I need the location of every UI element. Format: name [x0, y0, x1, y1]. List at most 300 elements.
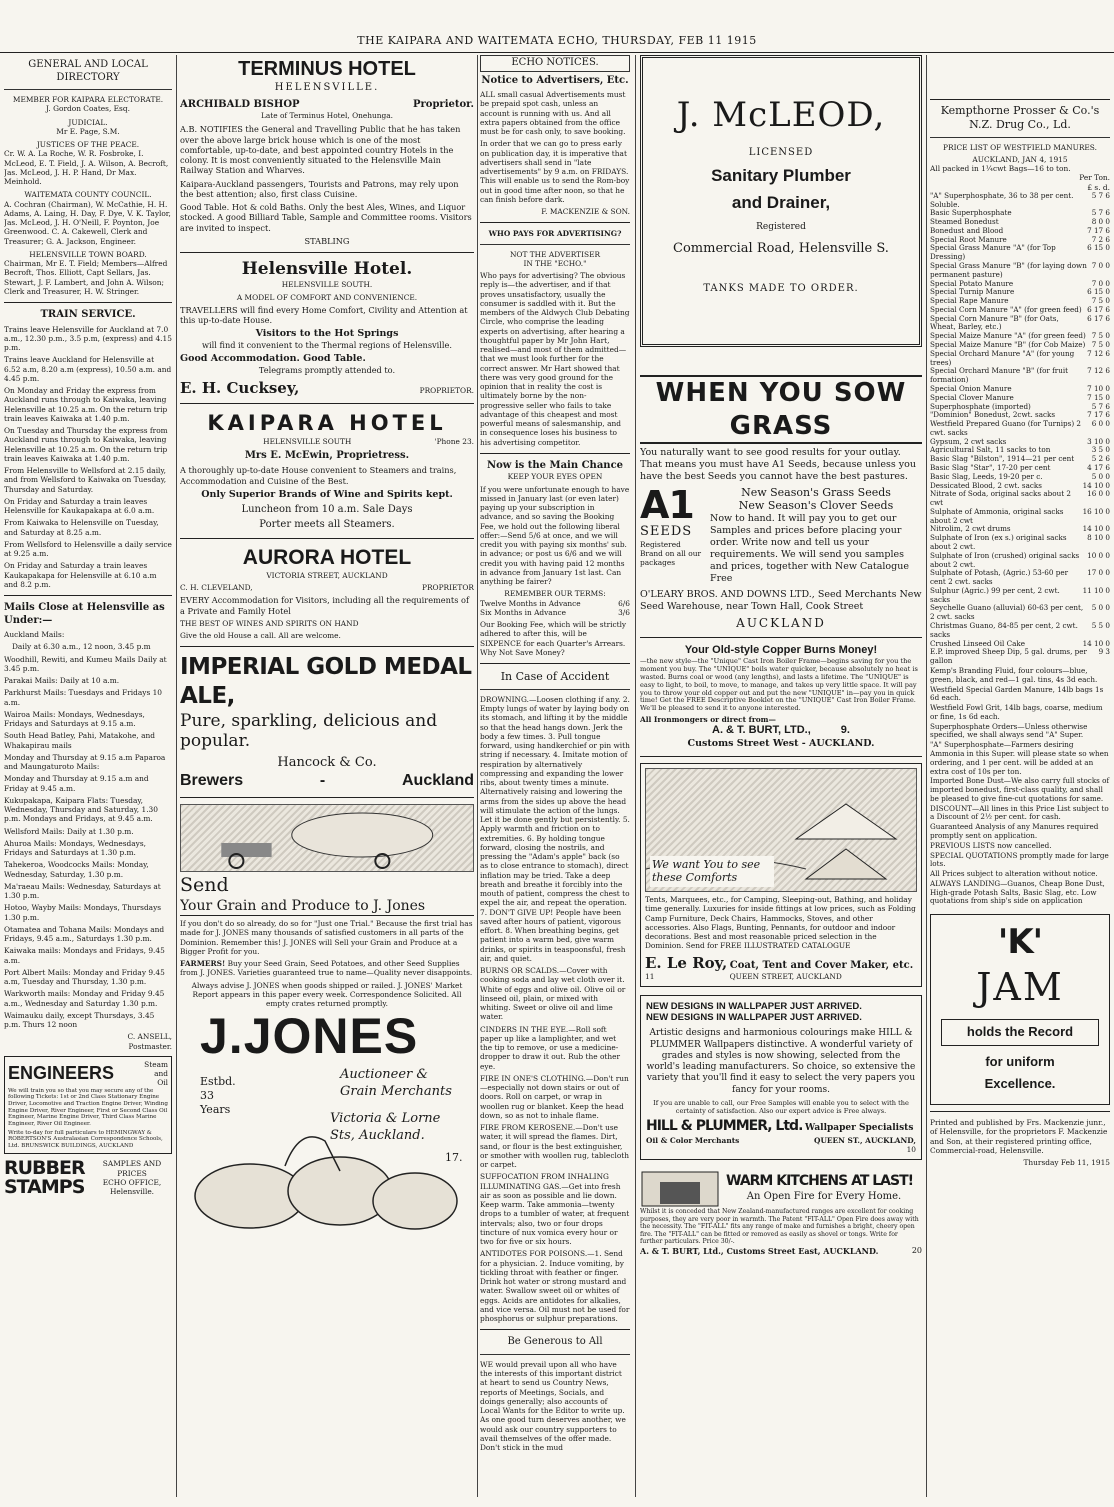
price-note: Kemp's Branding Fluid, four colours—blue, green, black, and red—1 gal. tins, 4s 3d each. [930, 665, 1098, 684]
mail-entry: Parkhurst Mails: Tuesdays and Fridays 10 a.m. [4, 688, 162, 707]
horses-wagon-icon [181, 805, 473, 871]
mail-entry: Auckland Mails: [4, 630, 65, 639]
ale-brewers: Brewers [180, 771, 244, 789]
column-notices [480, 55, 630, 1497]
terms-heading: REMEMBER OUR TERMS: [504, 589, 606, 599]
price-item-name: Christmas Guano, 84-85 per cent, 2 cwt. sacks [930, 621, 1078, 639]
price-item-name: Sulphur (Agric.) 99 per cent, 2 cwt. sacks [930, 585, 1060, 604]
postmaster-role: Postmaster. [128, 1041, 172, 1051]
burns-firm: A. & T. BURT, LTD., [712, 724, 811, 737]
train-para: From Helensville to Wellsford at 2.15 daily, and from Wellsford to Kaiwaka on Tuesday, Thursday and Saturday. [4, 466, 167, 494]
wallpaper-firm: HILL & PLUMMER, Ltd. [646, 1118, 803, 1135]
price-item-value: 17 0 0 [1087, 568, 1110, 578]
leroy-address: QUEEN STREET, AUCKLAND [729, 972, 842, 982]
grain-sacks-icon [190, 1121, 460, 1231]
price-note: Superphosphate Orders—Unless otherwise specified, we shall always send "A" Super. [930, 721, 1088, 740]
kaipara-hotel-body: A thoroughly up-to-date House convenient to Steamers and trains, Accommodation and Cuisine of the Best. [180, 465, 457, 486]
price-item-name: Sulphate of Ammonia, original sacks about 2 cwt [930, 506, 1064, 525]
price-item-value: 5 0 0 [1091, 471, 1110, 481]
price-row [930, 244, 1110, 262]
price-item-value: 6 15 0 [1087, 243, 1110, 253]
price-item-value: 10 0 0 [1087, 550, 1110, 560]
fireplace-icon [640, 1168, 720, 1208]
price-item-value: 14 10 0 [1082, 638, 1110, 648]
wallpaper-num: 10 [906, 1145, 916, 1155]
aurora-body: EVERY Accommodation for Visitors, including all the requirements of a Private and Family Hotel [180, 595, 469, 616]
jones-headline: Your Grain and Produce to J. Jones [180, 898, 474, 917]
stamps-line3: Helensville. [109, 1187, 155, 1197]
leroy-body: Tents, Marquees, etc., for Camping, Sleeping-out, Bathing, and holiday time generally. Luxuries for inside fittings at low prices, such as Folding Camp Furniture, Deck Chairs, Hammocks, Stoves, and other accessories. Also Flags, Bunting, Pennants, for outdoor and indoor decorations. Best and most reasonable priced selection in the Dominion. Send for FREE ILLUSTRATED CATALOGUE [645, 895, 916, 951]
train-para: On Monday and Friday the express from Auckland runs through to Kaiwaka, leaving Helensville at 10.25 a.m. On the return trip train leaves Kaiwaka at 1.40 p.m. [4, 386, 168, 423]
column-rule [635, 55, 636, 1497]
k-jam-line3: Excellence. [984, 1075, 1056, 1091]
price-item-name: Special Orchard Manure "A" (for young trees) [930, 348, 1075, 367]
price-item-name: "Dominion" Bonedust, 2cwt. sacks [930, 410, 1056, 420]
price-note: Imported Bone Dust—We also carry full stocks of imported bonedust, first-class quality, and shall be pleased to give fine-cut quotations for same. [930, 776, 1110, 803]
divider [480, 1354, 630, 1355]
echo-notices-sign: F. MACKENZIE & SON. [541, 207, 630, 216]
train-para: On Friday and Saturday a train leaves Helensville for Kaukapakapa at 6.0 a.m. [4, 496, 155, 515]
k-jam-k: 'K' [997, 922, 1043, 963]
jones-role: Auctioneer & Grain Merchants [340, 1067, 452, 1099]
helensville-hotel-place: HELENSVILLE SOUTH. [281, 280, 373, 290]
terminus-place: HELENSVILLE. [274, 82, 380, 93]
price-item-value: 14 10 0 [1082, 480, 1110, 490]
price-note: Westfield Fowl Grit, 14lb bags, coarse, medium or fine, 1s 6d each. [930, 703, 1103, 721]
divider [930, 1111, 1110, 1112]
accident-para: SUFFOCATION FROM INHALING ILLUMINATING GAS.—Get into fresh air as soon as possible and lie down. Keep warm. Take ammonia—twenty drops to a tumbler of water, at frequent intervals; also, two or four drops tincture of nux vomica every hour or two for five or six hours. [480, 1172, 630, 1246]
jones-body1: If you don't do so already, do so for "Just one Trial." Because the first trial has made for J. JONES many thousands of satisfied customers in all parts of the Dominion. Remember this! J. JONES will Sell your Grain and Produce at a Bigger Profit for you. [180, 919, 473, 956]
jones-estd: Estbd. 33 Years [200, 1075, 236, 1116]
aurora-house: Give the old House a call. All are welcome. [180, 631, 341, 641]
price-col-units: £ s. d. [1087, 182, 1110, 192]
main-chance-body2: Our Booking Fee, which will be strictly adhered to after this, will be SIXPENCE for each Quarter's Arrears. Why Not Save Money? [480, 620, 627, 657]
price-item-name: E.P. improved Sheep Dip, 5 gal. drums, per gallon [930, 647, 1087, 666]
price-row [930, 350, 1110, 368]
board-list: Chairman, Mr E. T. Field; Members—Alfred Becroft, Thos. Elliott, Capt Sellars, Jas. Stewart, J. F. Lambert, and John A. Wilson; Clerk and Treasurer, H. W. Stringer. [4, 259, 168, 296]
aurora-owner: C. H. CLEVELAND, [180, 583, 253, 593]
mail-entry: Warkworth mails: Monday and Friday 9.45 a.m., Wednesday and Saturday 1.30 p.m. [4, 989, 165, 1008]
price-item-value: 5 7 6 [1091, 190, 1110, 200]
price-item-value: 7 15 0 [1087, 392, 1110, 402]
mail-entry: Ahuroa Mails: Mondays, Wednesdays, Fridays and Saturdays at 1.30 p.m. [4, 838, 146, 857]
rubber-stamps-ad [4, 1156, 172, 1198]
divider [480, 222, 630, 223]
echo-notices-p2: In order that we can go to press early on publication day, it is imperative that advertisers shall send in "late advertisements" by 9 a.m. on FRIDAYS. This will enable us to send the Rom-boy out in good time after noon, so that he can finish before dark. [480, 139, 630, 204]
price-item-value: 5 7 6 [1091, 208, 1110, 218]
price-item-name: Crushed Linseed Oil Cake [930, 638, 1025, 648]
price-item-name: Westfield Prepared Guano (for Turnips) 2 cwt. sacks [930, 419, 1081, 437]
accident-heading: In Case of Accident [500, 670, 610, 683]
imprint-date: Thursday Feb 11, 1915 [1023, 1158, 1110, 1167]
price-item-value: 16 0 0 [1087, 489, 1110, 499]
price-note: Westfield Special Garden Manure, 14lb bags 1s 6d each. [930, 684, 1104, 703]
price-note: Guaranteed Analysis of any Manures required promptly sent on application. [930, 822, 1099, 840]
engineers-side: Steam and Oil [144, 1059, 168, 1088]
price-item-value: 6 0 0 [1091, 419, 1110, 429]
mcleod-registered: Registered [756, 221, 806, 232]
train-para: From Kaiwaka to Helensville on Tuesday, and Saturday at 8.25 a.m. [4, 518, 159, 537]
kaipara-hotel-phone: 'Phone 23. [434, 436, 474, 446]
price-item-value: 5 2 6 [1091, 454, 1110, 464]
aurora-title: AURORA HOTEL [242, 545, 412, 569]
stamps-line1: SAMPLES AND PRICES [102, 1159, 162, 1178]
wallpaper-address: QUEEN ST., AUCKLAND, [814, 1135, 916, 1145]
price-item-name: Special Onion Manure [930, 383, 1012, 393]
price-row [930, 604, 1110, 622]
jones-num: 17. [445, 1151, 463, 1165]
mail-entry: Kukupakapa, Kaipara Flats: Tuesday, Wednesday, Thursday and Saturday, 1.30 p.m. Mondays and Fridays, at 9.45 a.m. [4, 795, 158, 824]
divider [930, 137, 1110, 138]
kaipara-hotel-place: HELENSVILLE SOUTH [263, 436, 352, 446]
price-table [930, 192, 1110, 666]
postmaster-name: C. ANSELL, [127, 1032, 172, 1042]
echo-notices-sub: Notice to Advertisers, Etc. [481, 74, 629, 86]
k-jam-line1: holds the Record [941, 1019, 1099, 1045]
price-item-value: 7 5 0 [1091, 331, 1110, 341]
train-para: Trains leave Helensville for Auckland at 7.0 a.m., 12.30 p.m., 3.5 p.m, (express) and 4.15 p.m. [4, 324, 172, 352]
price-item-value: 7 0 0 [1091, 261, 1110, 270]
mail-entry: Wellsford Mails: Daily at 1.30 p.m. [4, 826, 134, 836]
helensville-hotel-tele: Telegrams promptly attended to. [258, 365, 396, 376]
terminus-stabling: STABLING [304, 235, 350, 246]
ale-tagline: Pure, sparkling, delicious and popular. [180, 710, 438, 752]
price-item-value: 6 17 6 [1087, 304, 1110, 314]
terminus-owner-role: Proprietor. [412, 98, 474, 110]
engineers-ad [4, 1056, 172, 1154]
price-item-name: Gypsum, 2 cwt sacks [930, 436, 1007, 446]
price-item-value: 7 0 0 [1091, 278, 1110, 288]
kaipara-hotel-brands: Only Superior Brands of Wine and Spirits kept. [201, 488, 453, 500]
burns-body: —the new style—the "Unique" Cast Iron Boiler Frame—begins saving for you the moment you buy. The "UNIQUE" boils water quicker, because absolutely no heat is wasted. Burns coal or wood (any lengths), and lasts a lifetime. The "UNIQUE" is easy to light, to boil, to move, to manage, and takes up very little space. It will pay you to throw your old copper out and put the new "UNIQUE" in—pay you in quick time! Get the FREE Descriptive Booklet on the "UNIQUE" Cast Iron Boiler Frame. We'll be pleased to send it to anyone interested. [640, 656, 918, 713]
mail-entry: Kaiwaka mails: Mondays and Fridays, 9.45 a.m. [4, 946, 165, 965]
kitchens-sub: An Open Fire for Every Home. [746, 1190, 902, 1202]
accident-para: ANTIDOTES FOR POISONS.—1. Send for a physician. 2. Induce vomiting, by tickling throat with feather or finger. Drink hot water or strong mustard and water. Swallow sweet oil or whites of eggs. Acids are antidotes for alkalies, and vice versa. Oil must not be used for phosphorus or sulphur preparations. [480, 1249, 630, 1323]
price-item-name: Special Potato Manure [930, 278, 1014, 288]
price-note: SPECIAL QUOTATIONS promptly made for large lots. [930, 850, 1109, 869]
kitchens-firm: A. & T. BURT, Ltd., Customs Street East, AUCKLAND. [640, 1245, 879, 1256]
leroy-trade: Coat, Tent and Cover Maker, etc. [729, 959, 914, 971]
jones-logo-block [180, 1008, 474, 1233]
price-row [930, 262, 1110, 280]
term-value: 3/6 [618, 607, 630, 617]
divider [640, 637, 922, 638]
masthead-title: THE KAIPARA AND WAITEMATA ECHO, THURSDAY, FEB 11 1915 [357, 34, 757, 47]
mcleod-name: J. McLEOD, [676, 95, 886, 135]
accident-para: BURNS OR SCALDS.—Cover with cooking soda and lay wet cloth over it. White of eggs and olive oil. Olive oil or linseed oil, plain, or mixed with whiting. Sweet or olive oil and lime water. [480, 966, 626, 1022]
price-row [930, 648, 1110, 666]
price-item-value: 7 17 6 [1087, 225, 1110, 235]
price-row [930, 622, 1110, 640]
seeds-ad [640, 375, 922, 631]
price-item-value: 8 0 0 [1091, 217, 1110, 227]
divider [480, 1329, 630, 1330]
mail-entry: Waimauku daily, except Thursdays, 3.45 p.m. Thurs 12 noon [4, 1010, 155, 1029]
k-jam-line2: for uniform [985, 1053, 1055, 1069]
price-item-name: Basic Slag "Bilston", 1914—21 per cent [930, 454, 1075, 464]
kitchens-body: Whilst it is conceded that New Zealand-manufactured ranges are excellent for cooking purposes, they are very poor in warmth. The Patent "FIT-ALL" Open Fire does away with the necessity. The "FIT-ALL" fits any range of make and furnishes a bright, cheery open fire. The "FIT-ALL" can be fitted or removed as easily as shovel or tongs. Write for further particulars. Price 30/-. [640, 1208, 919, 1246]
mail-entry: Port Albert Mails: Monday and Friday 9.45 a.m, Tuesday and Thursday, 1.30 p.m. [4, 967, 165, 986]
price-row [930, 534, 1110, 552]
price-row [930, 315, 1110, 333]
price-item-name: Basic Slag, Leeds, 19-20 per c. [930, 471, 1043, 481]
engineers-body: We will train you so that you may secure any of the following Tickets: 1st or 2nd Class Stationary Engine Driver, Locomotive and Traction Engine Driver, Winding Engine Driver, River Engineer, First or Second Class Oil Engineer, Marine Engine Driver, Third Class Marine Engineer, River Oil Engineer. [8, 1087, 168, 1128]
train-para: Trains leave Auckland for Helensville at 6.52 a.m, 8.20 a.m (express), 10.50 a.m. and 4.45 p.m. [4, 355, 172, 383]
mail-entry: Monday and Thursday at 9.15 a.m and Friday at 9.45 a.m. [4, 774, 149, 793]
accident-para: FIRE IN ONE'S CLOTHING.—Don't run—especially not down stairs or out of doors. Roll on carpet, or wrap in woollen rug or blanket. Keep the head down, so as not to inhale flame. [480, 1073, 629, 1120]
jones-body3: Always advise J. JONES when goods shipped or railed. J. JONES' Market Report appears in this paper every week. Correspondence Solicited. All empty crates returned promptly. [191, 980, 463, 1009]
judicial-heading: JUDICIAL. [68, 117, 108, 127]
main-chance-heading: Now is the Main Chance [486, 459, 624, 471]
jones-logo: J.JONES [200, 1008, 419, 1065]
price-note: ALWAYS LANDING—Guanos, Cheap Bone Dust, High-grade Potash Salts, Basic Slag, etc. Low quotations from ship's side on application [930, 878, 1105, 906]
price-item-value: 6 17 6 [1087, 313, 1110, 323]
burns-num: 9. [840, 724, 850, 737]
aurora-owner-role: PROPRIETOR [421, 583, 474, 593]
divider [180, 252, 474, 253]
wallpaper-h1: NEW DESIGNS IN WALLPAPER JUST ARRIVED. [646, 1000, 862, 1012]
price-col-head: Per Ton. [1079, 173, 1110, 183]
helensville-hotel-good: Good Accommodation. Good Table. [180, 353, 366, 365]
county-heading: WAITEMATA COUNTY COUNCIL. [24, 190, 152, 200]
divider [180, 538, 474, 539]
terminus-body: Good Table. Hot & cold Baths. Only the best Ales, Wines, and Liquor stocked. A good Billiard Table, Sample and Committee rooms. Visitors are invited to inspect. [180, 202, 472, 233]
ale-maker: Hancock & Co. [277, 754, 377, 770]
mcleod-tanks: TANKS MADE TO ORDER. [703, 283, 859, 294]
mail-entry: Wairoa Mails: Mondays, Wednesdays, Fridays and Saturdays at 9.15 a.m. [4, 709, 145, 728]
price-row [930, 192, 1110, 210]
directory-heading: GENERAL AND LOCAL DIRECTORY [28, 59, 148, 83]
main-chance-body: If you were unfortunate enough to have missed in January last (or even later) paying up your subscription in advance, and so saving the Booking Fee, we hold out the following liberal offer:—Send 5/6 at once, and we will credit you with paying six months' sub. in advance; or post us 6/6 and we will credit you with having paid 12 months in advance from January 1st last. Can anything be fairer? [480, 484, 630, 586]
kitchens-heading: WARM KITCHENS AT LAST! [726, 1173, 914, 1190]
terminus-body: Kaipara-Auckland passengers, Tourists and Patrons, may rely upon the best attention; also, first class Cuisine. [180, 178, 459, 199]
price-item-name: Nitrolim, 2 cwt drums [930, 524, 1011, 534]
camp-illustration [645, 768, 917, 892]
price-item-name: Bonedust and Blood [930, 225, 1004, 235]
price-item-name: Special Maize Manure "A" (for green feed) [930, 331, 1086, 341]
mail-entry: Tahekeroa, Woodcocks Mails: Monday, Wednesday, Saturday, 1.30 p.m. [4, 860, 149, 879]
price-item-value: 7 5 0 [1091, 296, 1110, 306]
mcleod-trade2: and Drainer, [731, 193, 831, 213]
helensville-hotel-visitors: Visitors to the Hot Springs [255, 328, 399, 340]
price-note: All Prices subject to alteration without notice. [930, 869, 1098, 879]
seeds-intro: You naturally want to see good results for your outlay. That means you must have A1 Seeds, because unless you have the best Seeds you cannot have the best pastures. [640, 447, 916, 482]
burns-stockists: All Ironmongers or direct from— [640, 715, 776, 725]
price-item-name: Dessicated Blood, 2 cwt. sacks [930, 480, 1042, 490]
mcleod-address: Commercial Road, Helensville S. [673, 240, 889, 256]
price-item-value: 6 15 0 [1087, 287, 1110, 297]
column-hotels [180, 55, 474, 1497]
terminus-body: A.B. NOTIFIES the General and Travelling Public that he has taken over the above large brick house which is one of the most comfortable, up-to-date, and best appointed country Hotels in the colony. It is most conveniently situated to the Helensville Main Railway Station and Wharves. [180, 124, 461, 176]
mcleod-ad [640, 55, 922, 347]
train-para: From Wellsford to Helensville a daily service at 9.25 a.m. [4, 539, 172, 558]
wallpaper-note: If you are unable to call, our Free Samples will enable you to select with the certainty of satisfaction. Also our expert advice is Free always. [653, 1098, 909, 1116]
jones-address: Victoria & Lorne Sts, Auckland. [330, 1111, 441, 1143]
engineers-title: ENGINEERS [8, 1063, 115, 1084]
leroy-banner: We want You to see these Comforts [650, 856, 774, 888]
price-row [930, 367, 1110, 385]
imprint-text: Printed and published by Frs. Mackenzie junr., of Helensville, for the proprietors F. Mackenzie and Son, at their registered printing office, Commercial-road, Helensville. [930, 1118, 1108, 1155]
price-note: "A" Superphosphate—Farmers desiring Ammonia in this Super. will please state so when ordering, and 1 per cent. will be added at an extra cost of 10s per ton. [930, 740, 1109, 776]
price-item-name: Special Corn Manure "A" (for green feed) [930, 304, 1082, 314]
ale-dash: - [319, 771, 326, 789]
mail-entry: Ma'raeau Mails: Wednesday, Saturdays at 1.30 p.m. [4, 881, 161, 900]
generous-heading: Be Generous to All [507, 1336, 603, 1348]
jones-farmers: FARMERS! [180, 959, 226, 969]
seeds-firm: O'LEARY BROS. AND DOWNS LTD., Seed Merchants New Seed Warehouse, near Town Hall, Cook Street [640, 589, 922, 613]
mail-entry: Parakai Mails: Daily at 10 a.m. [4, 676, 120, 685]
price-item-value: 11 10 0 [1082, 585, 1110, 595]
price-item-value: 7 5 0 [1091, 340, 1110, 350]
price-item-name: Sulphate of Potash, (Agric.) 53-60 per cent 2 cwt. sacks [930, 568, 1069, 587]
who-pays-sub1: NOT THE ADVERTISER [509, 249, 601, 259]
price-row [930, 569, 1110, 587]
kaipara-hotel-owner: Mrs E. McEwin, Proprietress. [244, 449, 410, 461]
terminus-title: TERMINUS HOTEL [238, 58, 416, 80]
accident-para: CINDERS IN THE EYE.—Roll soft paper up like a lamplighter, and wet the tip to remove, or use a medicine-dropper to draw it out. Rub the other eye. [480, 1024, 621, 1071]
price-item-value: 14 10 0 [1082, 524, 1110, 534]
kempthorne-firm: Kempthorne Prosser & Co.'s N.Z. Drug Co., Ld. [930, 99, 1110, 132]
kitchens-ad [640, 1168, 922, 1255]
mail-entry: Woodhill, Rewiti, and Kumeu Mails Daily at 3.45 p.m. [4, 654, 167, 673]
accident-para: DROWNING.—Loosen clothing if any. 2. Empty lungs of water by laying body on its stomach, and lifting it by the middle so that the head hangs down. Jerk the body a few times. 3. Pull tongue forward, using handkerchief or pin with string if necessary. 4. Imitate motion of respiration by alternatively compressing and expanding the lower ribs, about twenty times a minute. Alternatively raising and lowering the arms from the sides up above the head will stimulate the action of the lungs. Let it be done gently but persistently. 5. Apply warmth and friction on to extremities. 6. By holding tongue forward, closing the nostrils, and pressing the "Adam's apple" back (so as to close entrance to stomach), direct inflation may be tried. Take a deep breath and breathe it forcibly into the mouth of patient, compress the chest to expel the air, and repeat the operation. 7. DON'T GIVE UP! People have been saved after hours of patient, vigorous effort. 8. When breathing begins, get patient into a warm bed, give warm drinks, or spirits in teaspoonsful, fresh air, and quiet. [480, 694, 630, 963]
price-item-value: 7 10 0 [1087, 383, 1110, 393]
price-item-name: Special Rape Manure [930, 296, 1009, 306]
mail-entry: Daily at 6.30 a.m., 12 noon, 3.45 p.m [12, 642, 151, 652]
price-item-name: Special Turnip Manure [930, 287, 1015, 297]
helensville-hotel-body: TRAVELLERS will find every Home Comfort, Civility and Attention at this up-to-date House. [180, 304, 468, 325]
seeds-logo: A1 [640, 482, 694, 527]
county-list: A. Cochran (Chairman), W. McCathie, H. H. Adams, A. Laing, H. Day, F. Dye, V. K. Taylor, Jas. McLeod, J. H. O'Neill, F. Poynton, Joe Greenwood. C. A. Cakewell, Clerk and Treasurer; G. A. Jackson, Engineer. [4, 199, 171, 246]
member-name: J. Gordon Coates, Esq. [46, 104, 130, 114]
price-item-value: 7 2 6 [1091, 234, 1110, 244]
price-item-value: 7 17 6 [1087, 410, 1110, 420]
divider [180, 646, 474, 647]
stamps-title: RUBBER STAMPS [4, 1156, 85, 1198]
price-item-name: Sulphate of Iron (crushed) original sacks about 2 cwt. [930, 550, 1080, 569]
price-item-name: Nitrate of Soda, original sacks about 2 cwt [930, 489, 1071, 508]
term-value: 6/6 [618, 598, 630, 608]
helensville-hotel-tagline: A MODEL OF COMFORT AND CONVENIENCE. [236, 292, 418, 302]
wagon-illustration [180, 804, 474, 872]
aurora-wines: THE BEST OF WINES AND SPIRITS ON HAND [180, 618, 359, 628]
burns-heading: Your Old-style Copper Burns Money! [684, 644, 878, 657]
train-para: On Tuesday and Thursday the express from Auckland runs through to Kaiwaka, leaving Helensville at 10.25 a.m. On the return trip train leaves Kaiwaka at 1.40 p.m. [4, 426, 168, 463]
price-note: DISCOUNT—All lines in this Price List subject to a Discount of 2½ per cent. for cash. [930, 803, 1109, 822]
mail-entry: Otamatea and Tohana Mails: Mondays and Fridays, 9.45 a.m., Saturdays 1.30 p.m. [4, 924, 165, 943]
price-item-value: 5 7 6 [1091, 401, 1110, 411]
price-item-name: Special Corn Manure "B" (for Oats, Wheat, Barley, etc.) [930, 313, 1059, 332]
price-item-name: Basic Superphosphate [930, 208, 1012, 218]
jones-send: Send [180, 873, 229, 896]
price-item-name: Special Clover Manure [930, 392, 1014, 402]
seeds-logo-note: Registered Brand on all our packages [640, 539, 701, 568]
column-ads [640, 55, 922, 1497]
column-rule [926, 55, 927, 1497]
who-pays-sub2: IN THE "ECHO." [523, 258, 587, 268]
price-item-name: Special Grass Manure "B" (for laying down permanent pasture) [930, 261, 1087, 279]
mails-heading: Mails Close at Helensville as Under:— [4, 602, 165, 626]
price-item-name: Seychelle Guano (alluvial) 60-63 per cent, 2 cwt. sacks [930, 603, 1084, 622]
price-item-name: Superphosphate (imported) [930, 401, 1031, 411]
price-item-name: Special Maize Manure "B" (for Cob Maize) [930, 340, 1086, 350]
kaipara-hotel-porter: Porter meets all Steamers. [259, 519, 395, 531]
echo-notices-p1: ALL small casual Advertisements must be prepaid spot cash, unless an account is running with us. And all extra papers obtained from the office must be for cash only, to save booking. [480, 90, 626, 136]
price-item-name: Steamed Bonedust [930, 217, 999, 227]
kaipara-hotel-title: KAIPARA HOTEL [207, 411, 447, 436]
price-item-value: 5 0 0 [1091, 603, 1110, 613]
wallpaper-body: Artistic designs and harmonious colourings make HILL & PLUMMER Wallpapers distinctive. A wonderful variety of grades and styles is now showing, selected from the world's leading manufacturers. So choice, so extensive the variety that you'll find it easy to select the very papers you fancy for your rooms. [646, 1028, 916, 1095]
price-notes [930, 667, 1110, 906]
price-item-name: Special Orchard Manure "B" (for fruit formation) [930, 366, 1069, 385]
main-chance-sub: KEEP YOUR EYES OPEN [507, 472, 603, 482]
ale-title: IMPERIAL GOLD MEDAL ALE, [180, 654, 472, 710]
wallpaper-ad [640, 995, 922, 1161]
seeds-logo-sub: SEEDS [640, 523, 693, 539]
member-heading: MEMBER FOR KAIPARA ELECTORATE. [12, 95, 164, 104]
seeds-new1: New Season's Grass Seeds [741, 485, 891, 499]
mcleod-trade1: Sanitary Plumber [711, 166, 851, 185]
divider [480, 689, 630, 690]
wallpaper-firm-role: Wallpaper Specialists [805, 1123, 914, 1134]
wallpaper-trade: Oil & Color Merchants [646, 1135, 740, 1145]
helensville-hotel-owner-role: PROPRIETOR. [419, 385, 474, 395]
price-item-value: 3 10 0 [1087, 436, 1110, 446]
leroy-ad [640, 763, 922, 987]
board-heading: HELENSVILLE TOWN BOARD. [29, 249, 147, 259]
price-row [930, 490, 1110, 508]
wallpaper-h2: NEW DESIGNS IN WALLPAPER JUST ARRIVED. [646, 1012, 862, 1024]
k-jam-ad [930, 914, 1110, 1105]
price-item-name: Basic Slag "Star", 17-20 per cent [930, 462, 1051, 472]
generous-body: WE would prevail upon all who have the interests of this important district at heart to send us Country News, reports of Meetings, Socials, and doings generally; also accounts of Local Wants for the Editor to write up. As one good turn deserves another, we would ask our country supporters to avail themselves of the offer made. Don't stick in the mud [480, 1359, 626, 1452]
price-list-date: AUCKLAND, JAN 4, 1915 [972, 154, 1068, 164]
ale-city: Auckland [401, 771, 474, 789]
divider [4, 595, 172, 596]
price-item-name: Special Grass Manure "A" (for Top Dressing) [930, 243, 1056, 262]
mail-entry: Hotoo, Wayby Mails: Mondays, Thursdays 1.30 p.m. [4, 903, 162, 922]
helensville-hotel-visitors-body: will find it convenient to the Thermal regions of Helensville. [202, 340, 452, 351]
column-directory [4, 55, 172, 1497]
seeds-new2: New Season's Clover Seeds [738, 499, 894, 513]
price-row [930, 508, 1110, 526]
price-item-name: Sulphate of Iron (ex s.) original sacks about 2 cwt. [930, 533, 1067, 551]
divider [480, 663, 630, 664]
divider [180, 797, 474, 798]
engineers-footer: Write to-day for full particulars to HEMINGWAY & ROBERTSON'S Australasian Correspondence Schools, Ltd. BRUNSWICK BUILDINGS, AUCKLAND [8, 1129, 163, 1150]
judicial-name: Mr E. Page, S.M. [56, 126, 120, 136]
divider [640, 756, 922, 757]
term-label: Six Months in Advance [480, 607, 566, 617]
mcleod-licensed: LICENSED [748, 146, 814, 158]
accident-para: FIRE FROM KEROSENE.—Don't use water, it will spread the flames. Dirt, sand, or flour is the best extinguisher, or smother with woollen rug, tablecloth or carpet. [480, 1123, 630, 1169]
column-rule [477, 55, 478, 1497]
leroy-name: E. Le Roy, [645, 953, 728, 972]
price-note: PREVIOUS LISTS now cancelled. [930, 840, 1052, 850]
column-rule [176, 55, 177, 1497]
stamps-line2: ECHO OFFICE, [102, 1177, 162, 1187]
justices-list: Cr. W. A. La Roche, W. R. Fosbroke, I. McLeod, E. T. Field, J. A. Wilson, A. Becroft, Jas. McLeod, J. H. P. Hand, Dr Max. Meinhold. [4, 149, 169, 186]
price-row [930, 587, 1110, 605]
price-item-value: 3 5 0 [1091, 445, 1110, 455]
seeds-body: Now to hand. It will pay you to get our Samples and prices before placing your order. Write now and tell us your requirements. We will send you samples and prices, together with New Catalogue Free [710, 513, 909, 584]
price-item-value: 7 12 6 [1087, 348, 1110, 358]
price-item-name: Special Root Manure [930, 234, 1007, 244]
jones-body2: Buy your Seed Grain, Seed Potatoes, and other Seed Supplies from J. JONES. Varieties guaranteed true to name—Quality never disappoints. [180, 959, 473, 978]
echo-notices-heading: ECHO NOTICES. [480, 55, 630, 72]
helensville-hotel-owner: E. H. Cucksey, [180, 378, 300, 397]
terminus-late: Late of Terminus Hotel, Onehunga. [260, 111, 394, 120]
